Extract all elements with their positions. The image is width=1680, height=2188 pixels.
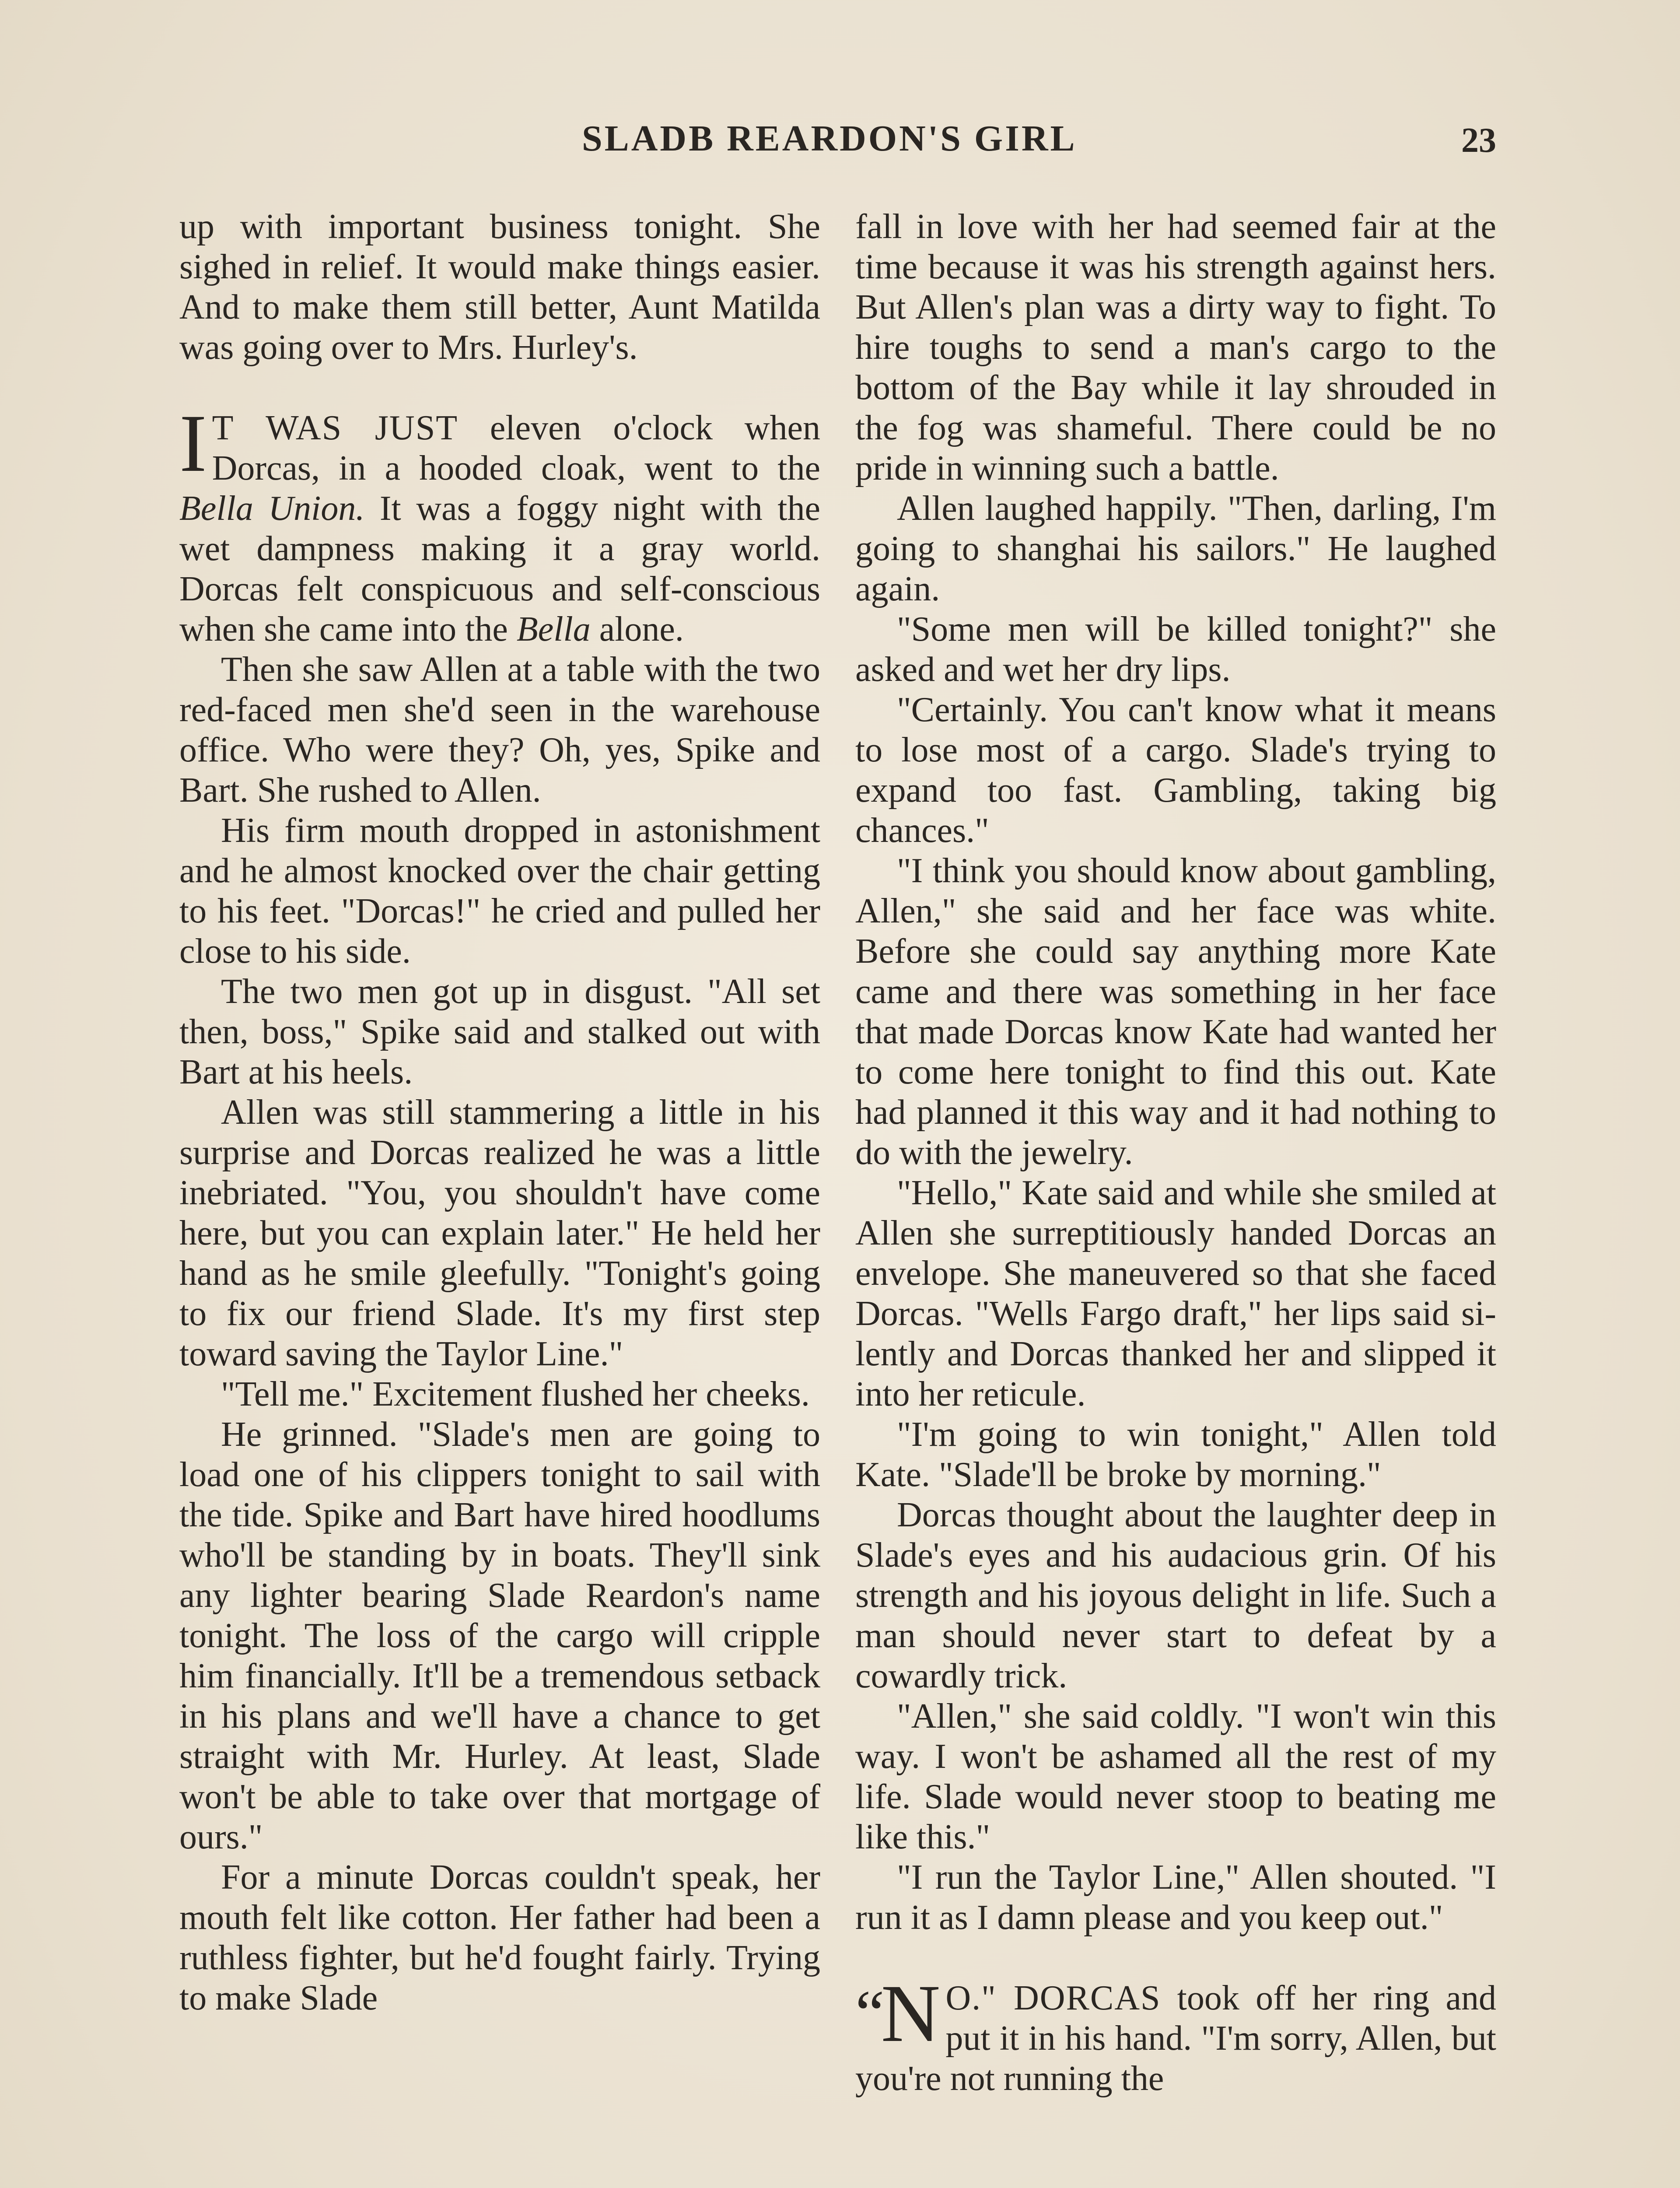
paragraph: "I run the Taylor Line," Allen shouted. "I run it as I damn please and you keep out." (855, 1858, 1496, 1937)
small-caps-lead: O." DORCAS (945, 1979, 1161, 2017)
paragraph-text: It was a foggy night with the wet dampness making it a gray world. Dorcas felt conspicuous and self-conscious when she came into the (179, 489, 821, 649)
right-column (855, 207, 1496, 2099)
section-opening-paragraph (855, 1967, 1496, 2099)
paragraph: "Tell me." Excitement flushed her cheeks. (221, 1375, 810, 1413)
paragraph: "Allen," she said coldly. "I won't win this way. I won't be ashamed all the rest of my life. Slade would never stoop to beating me like this." (855, 1697, 1496, 1856)
paragraph: Allen was still stammering a little in his surprise and Dorcas realized he was a little inebriated. "You, you shouldn't have come here, but you can explain later." He held her hand as he smile gleefully. "Tonight's going to fix our friend Slade. It's my first step toward saving the Taylor Line." (179, 1093, 820, 1373)
section-opening-paragraph (179, 397, 821, 649)
paragraph-text: alone. (590, 610, 684, 649)
small-caps-lead: T WAS JUST (212, 409, 458, 447)
paragraph: fall in love with her had seemed fair at the time because it was his strength against hers. But Allen's plan was a dirty way to fight. To hire toughs to send a man's cargo to the bottom of the Bay while it lay shrouded in the fog was shameful. There could be no pride in winning such a battle. (855, 207, 1496, 487)
paragraph-text: took off her ring and put it in his hand. "I'm sorry, Allen, but you're not running the (855, 1979, 1496, 2098)
paragraph: "Certainly. You can't know what it means to lose most of a cargo. Slade's trying to expand too fast. Gambling, taking big chances." (855, 691, 1496, 850)
page-header (179, 117, 1496, 165)
italic-venue-name: Bella Union. (179, 489, 365, 528)
paragraph: Then she saw Allen at a table with the two red-faced men she'd seen in the warehouse office. Who were they? Oh, yes, Spike and Bart. She rushed to Allen. (179, 650, 820, 810)
paragraph: His firm mouth dropped in astonishment and he almost knocked over the chair getting to his feet. "Dorcas!" he cried and pulled her close to his side. (179, 811, 820, 971)
left-column (179, 207, 820, 2018)
paragraph: "I'm going to win tonight," Allen told Kate. "Slade'll be broke by morning." (855, 1415, 1496, 1494)
paragraph: For a minute Dorcas couldn't speak, her mouth felt like cotton. Her father had been a ruthless fighter, but he'd fought fairly. Trying to make Slade (179, 1858, 820, 2017)
paragraph: "I think you should know about gambling, Allen," she said and her face was white. Before she could say anything more Kate came and there was something in her face that made Dorcas know Kate had wanted her to come here tonight to find this out. Kate had planned it this way and it had nothing to do with the jewelry. (855, 852, 1496, 1172)
paragraph: Allen laughed happily. "Then, darling, I'm going to shanghai his sailors." He laughed again. (855, 489, 1496, 608)
drop-cap: N (881, 1967, 941, 2059)
drop-cap: I (179, 397, 207, 489)
paragraph-text: eleven o'clock when Dorcas, in a hooded cloak, went to the (212, 409, 821, 487)
paragraph: The two men got up in disgust. "All set then, boss," Spike said and stalked out with Bart at his heels. (179, 972, 820, 1091)
paragraph: "Hello," Kate said and while she smiled at Allen she surreptitiously handed Dorcas an envelope. She maneuvered so that she faced Dorcas. "Wells Fargo draft," her lips said silently and Dorcas thanked her and slipped it into her reticule. (855, 1174, 1496, 1413)
running-title: SLADB REARDON'S GIRL (582, 118, 1077, 159)
drop-cap-quote: “ (855, 1977, 879, 2050)
paragraph: Dorcas thought about the laughter deep in Slade's eyes and his audacious grin. Of his strength and his joyous delight in life. Such a man should never start to defeat by a cowardly trick. (855, 1496, 1496, 1695)
paragraph: up with important business tonight. She sighed in relief. It would make things easier. And to make them still better, Aunt Matilda was going over to Mrs. Hurley's. (179, 207, 820, 367)
page-number: 23 (1461, 121, 1496, 160)
paragraph: He grinned. "Slade's men are going to load one of his clippers tonight to sail with the tide. Spike and Bart have hired hoodlums who'll be standing by in boats. They'll sink any lighter bearing Slade Reardon's name tonight. The loss of the cargo will cripple him financially. It'll be a tremendous setback in his plans and we'll have a chance to get straight with Mr. Hurley. At least, Slade won't be able to take over that mortgage of ours." (179, 1415, 820, 1856)
italic-venue-name: Bella (516, 610, 591, 649)
paragraph: "Some men will be killed tonight?" she asked and wet her dry lips. (855, 610, 1496, 689)
